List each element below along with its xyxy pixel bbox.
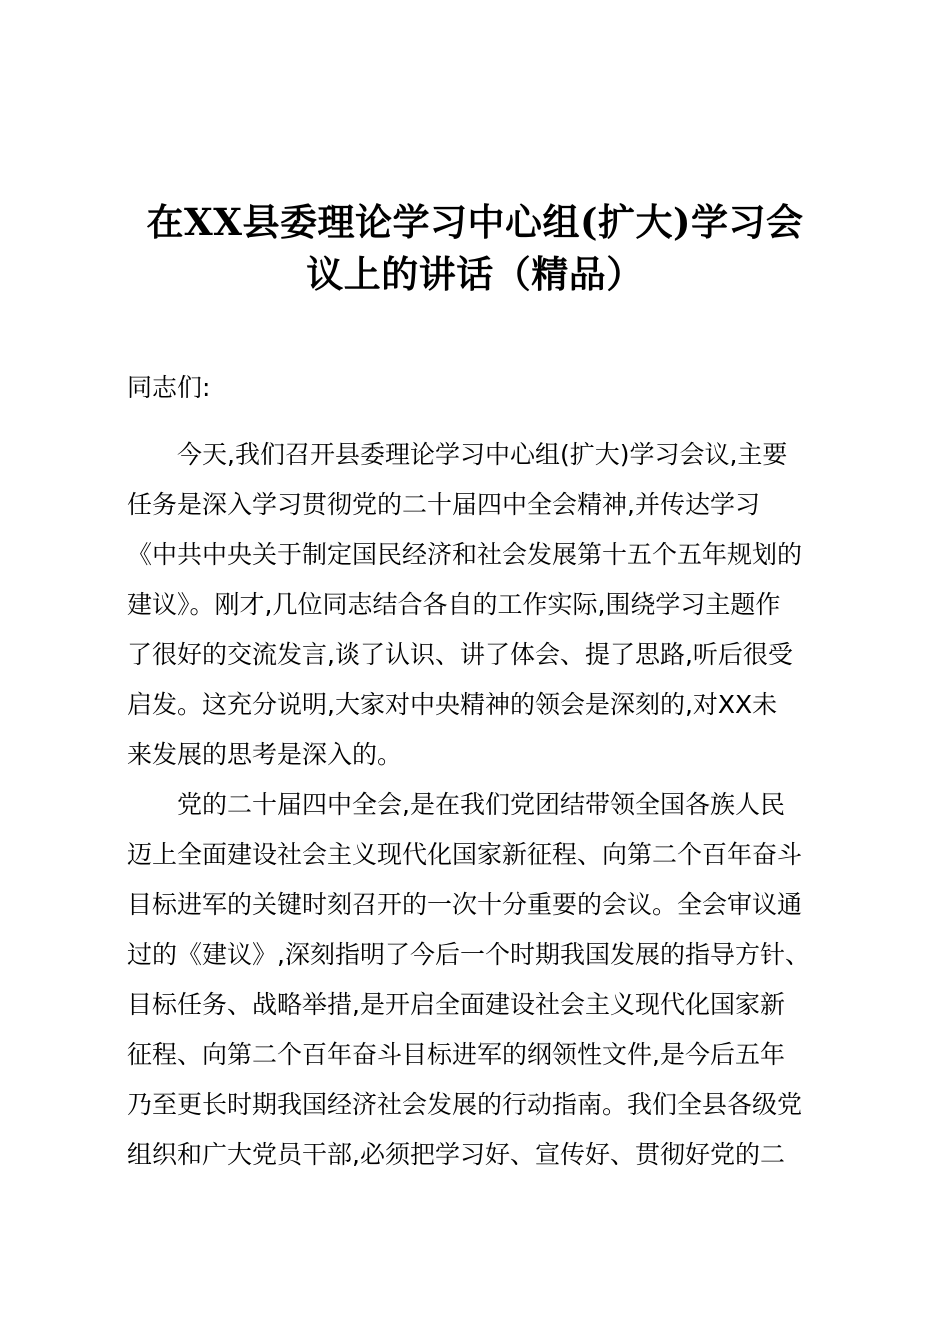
paragraph-line: 目标任务、战略举措,是开启全面建设社会主义现代化国家新	[127, 990, 785, 1019]
document-title	[100, 196, 850, 300]
paragraph-line: 乃至更长时期我国经济社会发展的行动指南。我们全县各级党	[127, 1090, 803, 1119]
paragraph-line: 征程、向第二个百年奋斗目标进军的纲领性文件,是今后五年	[127, 1040, 785, 1069]
paragraph-line: 建议》。刚才,几位同志结合各自的工作实际,围绕学习主题作	[127, 590, 781, 619]
paragraph-line: 党的二十届四中全会,是在我们党团结带领全国各族人民	[177, 790, 785, 819]
paragraph-2	[127, 780, 827, 1180]
title-line-2: 议上的讲话（精品）	[306, 252, 644, 296]
paragraph-line: 目标进军的关键时刻召开的一次十分重要的会议。全会审议通	[127, 890, 803, 919]
paragraph-1	[127, 430, 827, 780]
title-line-1: 在XX县委理论学习中心组(扩大)学习会	[146, 200, 804, 244]
paragraph-line: 组织和广大党员干部,必须把学习好、宣传好、贯彻好党的二	[127, 1140, 785, 1169]
paragraph-line: 《中共中央关于制定国民经济和社会发展第十五个五年规划的	[127, 540, 803, 569]
paragraph-line: 来发展的思考是深入的。	[127, 740, 403, 769]
paragraph-line: 启发。这充分说明,大家对中央精神的领会是深刻的,对XX未	[127, 690, 778, 719]
paragraph-line: 今天,我们召开县委理论学习中心组(扩大)学习会议,主要	[177, 440, 788, 469]
paragraph-line: 任务是深入学习贯彻党的二十届四中全会精神,并传达学习	[127, 490, 760, 519]
salutation: 同志们:	[127, 373, 211, 402]
paragraph-line: 了很好的交流发言,谈了认识、讲了体会、提了思路,听后很受	[127, 640, 793, 669]
document-body	[127, 365, 827, 1180]
paragraph-line: 迈上全面建设社会主义现代化国家新征程、向第二个百年奋斗	[127, 840, 803, 869]
paragraph-line: 过的《建议》,深刻指明了今后一个时期我国发展的指导方针、	[127, 940, 810, 969]
